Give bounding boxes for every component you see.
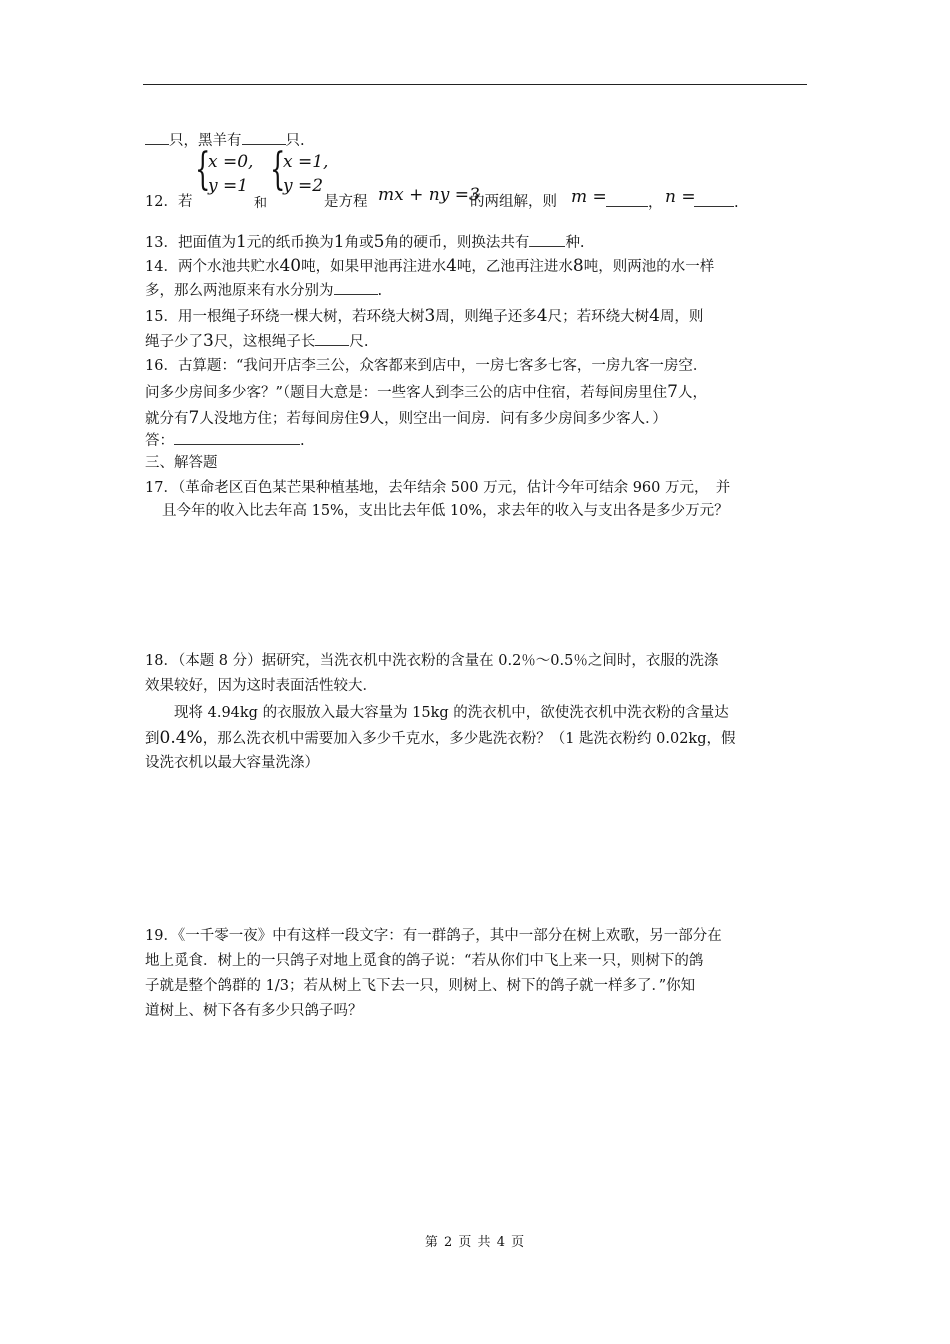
q11-tail: 只，黑羊有 只.	[145, 130, 305, 151]
page-footer: 第 2 页 共 4 页	[424, 1235, 526, 1250]
answer-blank[interactable]	[315, 331, 349, 346]
question-18-line2: 效果较好，因为这时表面活性较大．	[145, 678, 377, 694]
left-brace: {	[270, 144, 286, 195]
question-17-line1: 17．（革命老区百色某芒果种植基地，去年结余 500 万元，估计今年可结余 960 万元， 并	[145, 480, 731, 496]
question-18-line3: 现将 4.94kg 的衣服放入最大容量为 15kg 的洗衣机中，欲使洗衣机中洗衣粉的含量达	[145, 705, 729, 721]
question-16-line1: 16．古算题：“我问开店李三公，众客都来到店中，一房七客多七客，一房九客一房空．	[145, 358, 708, 374]
question-15-line1: 15．用一根绳子环绕一棵大树，若环绕大树3周，则绳子还多4尺；若环绕大树4周，则	[145, 306, 704, 326]
question-14-line2: 多，那么两池原来有水分别为 .	[145, 280, 382, 301]
answer-blank[interactable]	[145, 130, 169, 145]
left-brace: {	[195, 144, 211, 195]
answer-blank-n[interactable]	[694, 192, 734, 207]
equation: mx + ny =3	[378, 185, 480, 205]
question-17-line2: 且今年的收入比去年高 15%，支出比去年低 10%，求去年的收入与支出各是多少万元？	[162, 503, 729, 519]
question-13: 13．把面值为1元的纸币换为1角或5角的硬币，则换法共有 种.	[145, 232, 585, 252]
header-rule	[143, 84, 807, 85]
question-16-line2: 问多少房间多少客？”（题目大意是：一些客人到李三公的店中住宿，若每间房里住7人，	[145, 382, 707, 402]
answer-blank[interactable]	[529, 232, 565, 247]
question-19-line3: 子就是整个鸽群的 1/3；若从树上飞下去一只，则树上、树下的鸽子就一样多了．”你知	[145, 978, 696, 994]
question-16-answer: 答： .	[145, 430, 305, 451]
question-15-line2: 绳子少了3尺，这根绳子长 尺.	[145, 331, 369, 351]
answer-blank-m[interactable]	[606, 192, 648, 207]
answer-blank[interactable]	[174, 430, 300, 445]
equation-system-1: x =0, y =1	[208, 152, 254, 196]
section-heading: 三、解答题	[145, 455, 218, 471]
question-18-line4: 到0.4%，那么洗衣机中需要加入多少千克水，多少匙洗衣粉？（1 匙洗衣粉约 0.02kg，假	[145, 728, 736, 748]
question-18-line5: 设洗衣机以最大容量洗涤）	[145, 755, 319, 771]
equation-system-2: x =1, y =2	[283, 152, 329, 196]
question-number: 12．若	[145, 194, 193, 210]
question-19-line1: 19．《一千零一夜》中有这样一段文字：有一群鸽子，其中一部分在树上欢歌，另一部分在	[145, 928, 722, 944]
question-14-line1: 14．两个水池共贮水40吨，如果甲池再注进水4吨，乙池再注进水8吨，则两池的水一样	[145, 256, 715, 276]
question-19-line4: 道树上、树下各有多少只鸽子吗？	[145, 1003, 363, 1019]
answer-blank[interactable]	[334, 280, 378, 295]
answer-blank[interactable]	[242, 130, 286, 145]
question-18-line1: 18．（本题 8 分）据研究，当洗衣机中洗衣粉的含量在 0.2％～0.5％之间时，衣服的洗涤	[145, 653, 719, 669]
question-16-line3: 就分有7人没地方住；若每间房住9人，则空出一间房．问有多少房间多少客人．）	[145, 408, 667, 428]
question-19-line2: 地上觅食．树上的一只鸽子对地上觅食的鸽子说：“若从你们中飞上来一只，则树下的鸽	[145, 953, 704, 969]
